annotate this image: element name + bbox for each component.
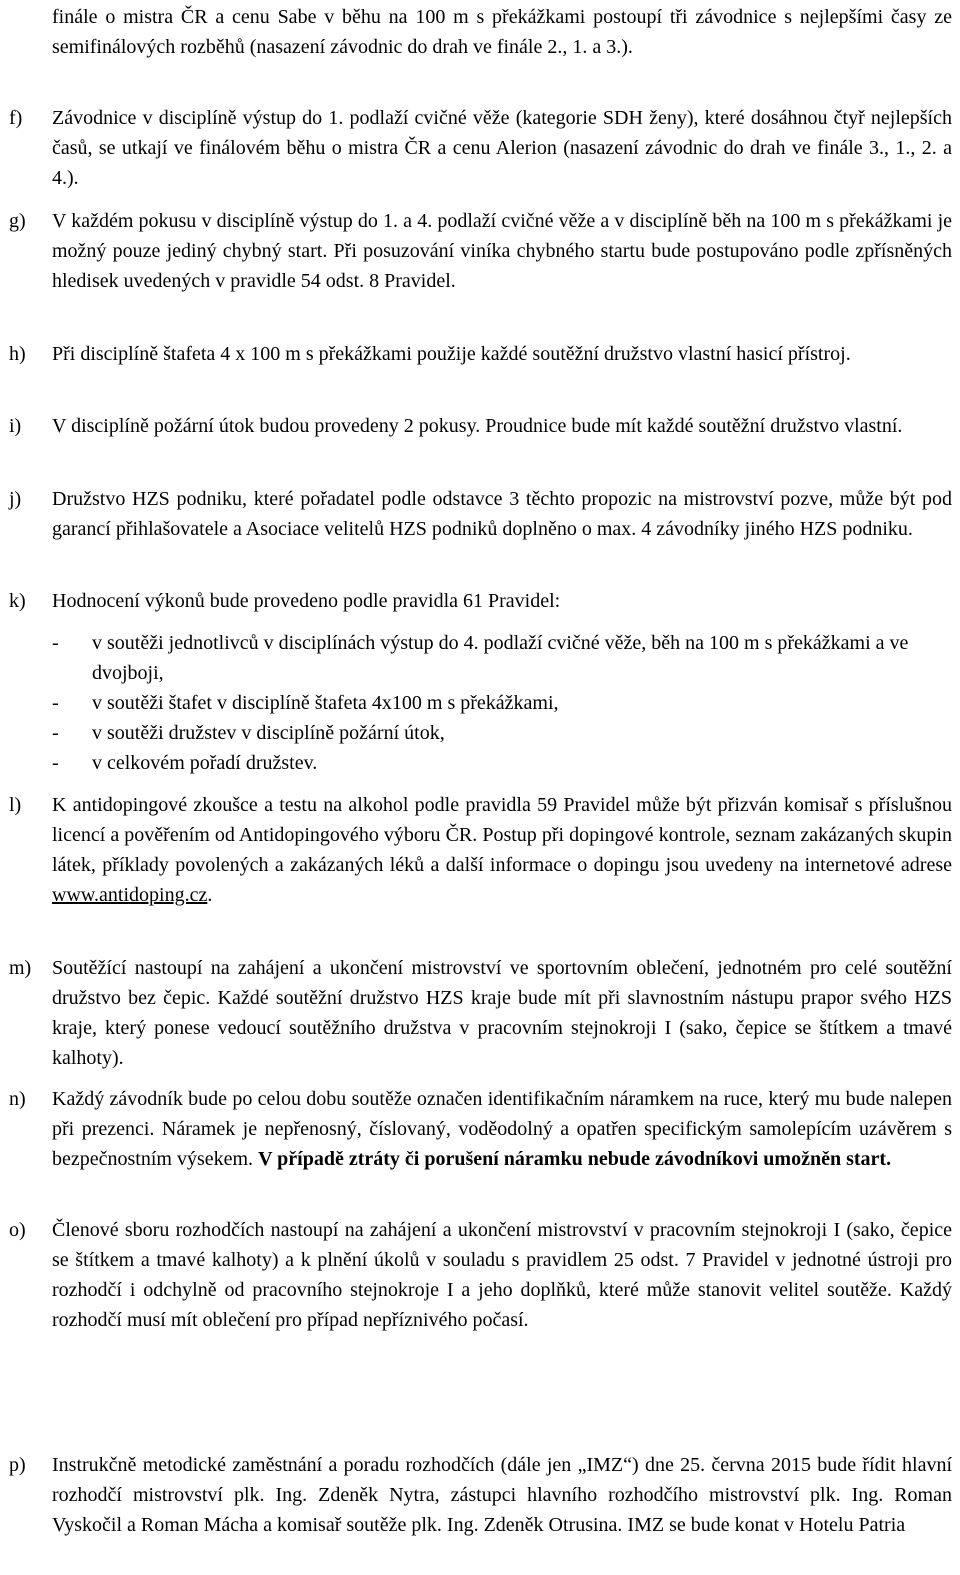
- item-i-text: V disciplíně požární útok budou provedeny 2 pokusy. Proudnice bude mít každé soutěžní družstvo vlastní.: [52, 415, 903, 437]
- item-m-label: m): [9, 957, 32, 979]
- item-f-label: f): [9, 107, 23, 129]
- item-j-text: Družstvo HZS podniku, které pořadatel podle odstavce 3 těchto propozic na mistrovství pozve, může být pod garancí přihlašovatele a Asociace velitelů HZS podniků doplněno o max. 4 závodníky jiného HZS podniku.: [52, 488, 952, 540]
- item-m: [9, 953, 952, 1073]
- bullet-text: v celkovém pořadí družstev.: [92, 752, 318, 774]
- item-o: [9, 1215, 952, 1335]
- item-p-label: p): [9, 1454, 26, 1476]
- item-h: [9, 339, 952, 369]
- item-p-text: Instrukčně metodické zaměstnání a poradu rozhodčích (dále jen „IMZ“) dne 25. června 2015 bude řídit hlavní rozhodčí mistrovství plk. Ing. Zdeněk Nytra, zástupci hlavního rozhodčího mistrovství plk. Ing. Roman Vyskočil a Roman Mácha a komisař soutěže plk. Ing. Zdeněk Otrusina. IMZ se bude konat v Hotelu Patria: [52, 1454, 952, 1536]
- item-i: [9, 411, 952, 441]
- item-j-label: j): [9, 488, 22, 510]
- item-l-text: K antidopingové zkoušce a testu na alkohol podle pravidla 59 Pravidel může být přizván komisař s příslušnou licencí a pověřením od Antidopingového výboru ČR. Postup při dopingové kontrole, seznam zakázaných skupin látek, příklady povolených a zakázaných léků a další informace o dopingu jsou uvedeny na internetové adrese: [52, 794, 952, 876]
- item-g-label: g): [9, 210, 26, 232]
- list-item: [52, 748, 952, 778]
- antidoping-link[interactable]: www.antidoping.cz: [52, 884, 208, 906]
- bullet-dash: -: [52, 752, 59, 774]
- item-n-label: n): [9, 1088, 26, 1110]
- list-item: [52, 628, 952, 688]
- item-f: [9, 103, 952, 193]
- bullet-text: v soutěži štafet v disciplíně štafeta 4x100 m s překážkami,: [92, 692, 559, 714]
- item-k-bullet-list: [52, 628, 952, 778]
- item-f-text: Závodnice v disciplíně výstup do 1. podlaží cvičné věže (kategorie SDH ženy), které dosáhnou čtyř nejlepších časů, se utkají ve finálovém běhu o mistra ČR a cenu Alerion (nasazení závodnic do drah ve finále 3., 1., 2. a 4.).: [52, 107, 952, 189]
- item-n: [9, 1084, 952, 1174]
- item-h-text: Při disciplíně štafeta 4 x 100 m s překážkami použije každé soutěžní družstvo vlastní hasicí přístroj.: [52, 343, 851, 365]
- bullet-dash: -: [52, 692, 59, 714]
- item-k: [9, 586, 952, 616]
- list-item: [52, 718, 952, 748]
- item-k-text: Hodnocení výkonů bude provedeno podle pravidla 61 Pravidel:: [52, 590, 561, 612]
- bullet-text: v soutěži jednotlivců v disciplínách výstup do 4. podlaží cvičné věže, běh na 100 m s překážkami a ve dvojboji,: [92, 632, 909, 684]
- item-o-text: Členové sboru rozhodčích nastoupí na zahájení a ukončení mistrovství v pracovním stejnokroji I (sako, čepice se štítkem a tmavé kalhoty) a k plnění úkolů v souladu s pravidlem 25 odst. 7 Pravidel v jednotné ústroji pro rozhodčí i odchylně od pracovního stejnokroje I a jeho doplňků, které může stanovit velitel soutěže. Každý rozhodčí musí mít oblečení pro případ nepříznivého počasí.: [52, 1219, 952, 1331]
- bullet-dash: -: [52, 632, 59, 654]
- item-h-label: h): [9, 343, 26, 365]
- intro-text: finále o mistra ČR a cenu Sabe v běhu na 100 m s překážkami postoupí tři závodnice s nejlepšími časy ze semifinálových rozběhů (nasazení závodnic do drah ve finále 2., 1. a 3.).: [52, 6, 952, 58]
- item-l-suffix: .: [207, 884, 213, 906]
- bullet-dash: -: [52, 722, 59, 744]
- item-l: [9, 790, 952, 910]
- item-o-label: o): [9, 1219, 26, 1241]
- item-i-label: i): [9, 415, 22, 437]
- item-l-label: l): [9, 794, 22, 816]
- item-g-text: V každém pokusu v disciplíně výstup do 1. a 4. podlaží cvičné věže a v disciplíně běh na 100 m s překážkami je možný pouze jediný chybný start. Při posuzování viníka chybného startu bude postupováno podle zpřísněných hledisek uvedených v pravidle 54 odst. 8 Pravidel.: [52, 210, 952, 292]
- list-item: [52, 688, 952, 718]
- bullet-text: v soutěži družstev v disciplíně požární útok,: [92, 722, 445, 744]
- intro-paragraph: [52, 2, 952, 62]
- item-j: [9, 484, 952, 544]
- item-n-text: Každý závodník bude po celou dobu soutěže označen identifikačním náramkem na ruce, který mu bude nalepen při prezenci. Náramek je nepřenosný, číslovaný, voděodolný a opatřen specifickým samolepícím uzávěrem s bezpečnostním výsekem.: [52, 1088, 952, 1170]
- item-k-label: k): [9, 590, 26, 612]
- item-p: [9, 1450, 952, 1540]
- item-m-text: Soutěžící nastoupí na zahájení a ukončení mistrovství ve sportovním oblečení, jednotném pro celé soutěžní družstvo bez čepic. Každé soutěžní družstvo HZS kraje bude mít při slavnostním nástupu prapor svého HZS kraje, který ponese vedoucí soutěžního družstva v pracovním stejnokroji I (sako, čepice se štítkem a tmavé kalhoty).: [52, 957, 952, 1069]
- item-n-bold-warning: V případě ztráty či porušení náramku nebude závodníkovi umožněn start.: [258, 1148, 892, 1170]
- item-g: [9, 206, 952, 296]
